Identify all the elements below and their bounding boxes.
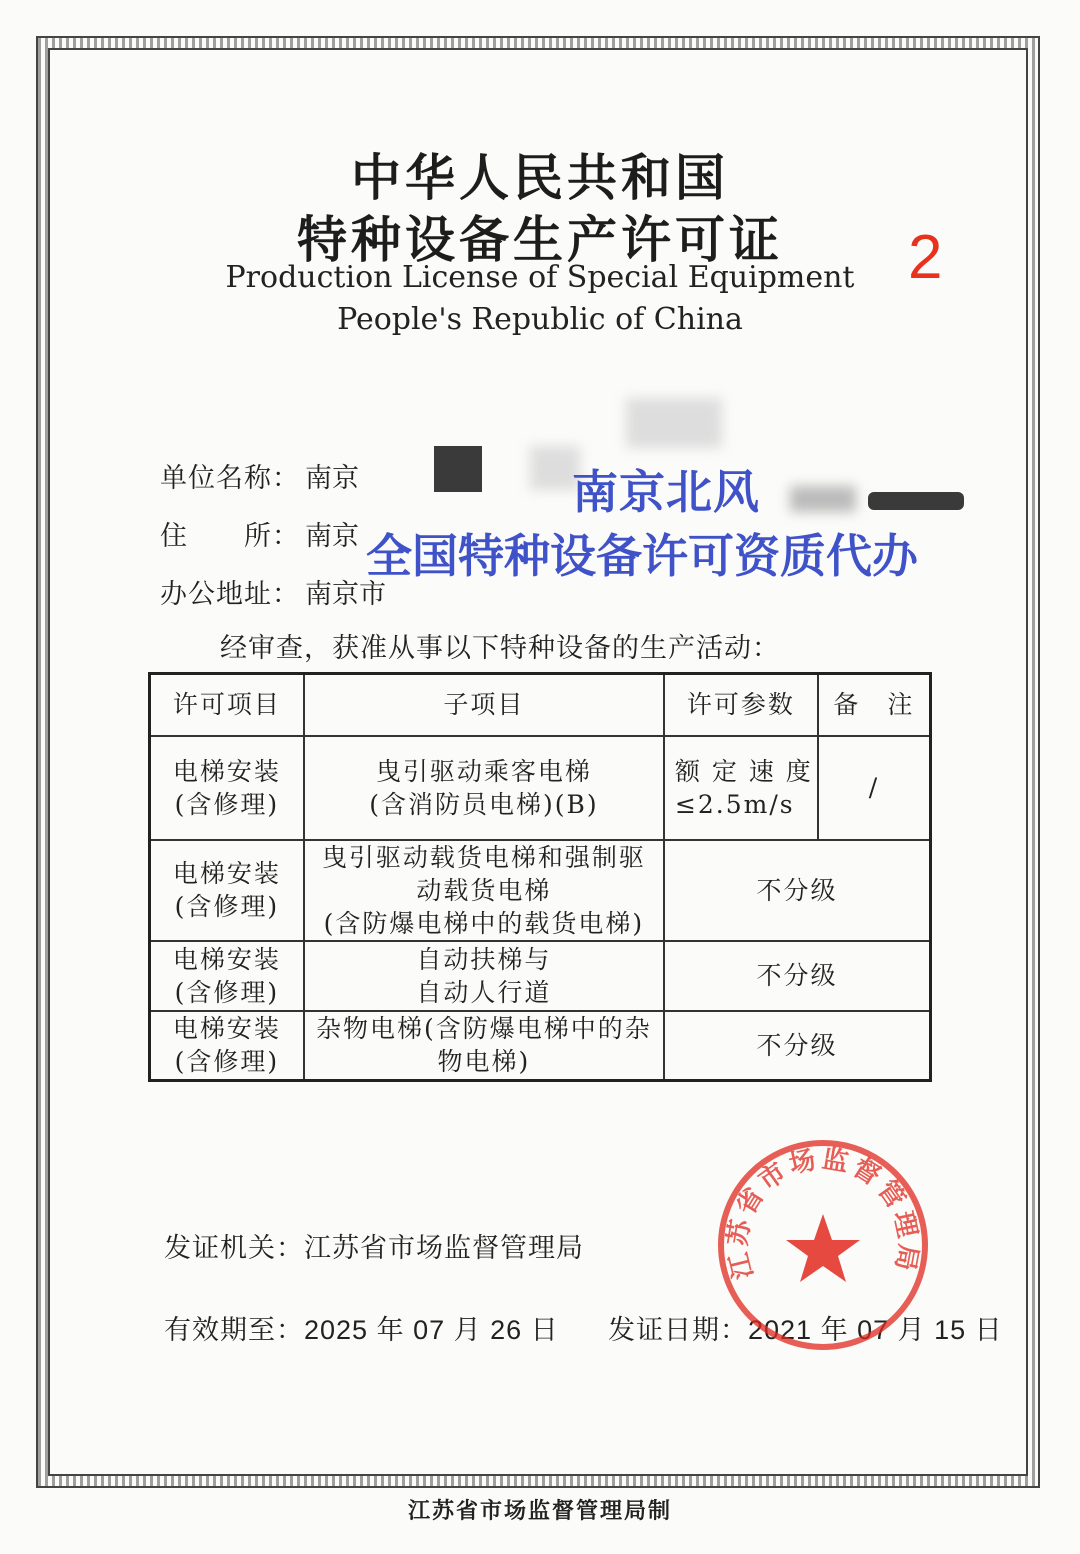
- remark-cell: /: [818, 736, 931, 840]
- item-line: (含修理): [174, 977, 280, 1007]
- office-label: 办公地址：: [160, 579, 300, 610]
- table-row: [150, 736, 931, 840]
- header-cell: 许可项目: [150, 674, 304, 736]
- item-line: (含修理): [174, 1047, 280, 1077]
- sub-line: 自动人行道: [416, 977, 552, 1007]
- header-cell: 子项目: [304, 674, 664, 736]
- star-icon: [786, 1214, 860, 1282]
- sub-line: 曳引驱动乘客电梯: [375, 756, 592, 786]
- issued-label: 发证日期：: [608, 1315, 748, 1346]
- item-cell: [150, 736, 304, 840]
- title-en-line2: People's Republic of China: [337, 302, 743, 337]
- watermark-line2: 全国特种设备许可资质代办: [366, 529, 918, 583]
- valid-value: 2025 年 07 月 26 日: [304, 1315, 559, 1345]
- param-cell: 不分级: [664, 941, 931, 1011]
- table-row: [150, 1011, 931, 1081]
- param-cell: 不分级: [664, 1011, 931, 1081]
- title-cn-line1: 中华人民共和国: [351, 148, 729, 207]
- item-line: (含修理): [174, 892, 280, 921]
- office-row: [160, 572, 386, 611]
- header-cell: 许可参数: [664, 674, 818, 736]
- item-line: 电梯安装: [172, 944, 281, 974]
- item-cell: [150, 840, 304, 941]
- footer-issuer: 江苏省市场监督管理局制: [407, 1499, 672, 1524]
- watermark-line1: 南京北风: [572, 465, 760, 519]
- office-value: 南京市: [305, 579, 386, 610]
- table-row: [150, 941, 931, 1011]
- sub-line: 杂物电梯(含防爆电梯中的杂: [316, 1014, 652, 1044]
- valid-label: 有效期至：: [164, 1315, 304, 1346]
- table-header-row: [150, 674, 931, 736]
- redaction-blur: [626, 398, 722, 448]
- official-seal: [714, 1136, 932, 1354]
- issued-value: 2021 年 07 月 15 日: [748, 1315, 1003, 1345]
- issuer-value: 江苏省市场监督管理局: [304, 1233, 584, 1264]
- address-value: 南京: [305, 521, 359, 552]
- title-en-line1: Production License of Special Equipment: [225, 260, 855, 295]
- item-line: (含修理): [174, 789, 280, 819]
- sub-cell: [304, 941, 664, 1011]
- issuer-label: 发证机关：: [164, 1233, 304, 1264]
- sub-cell: [304, 736, 664, 840]
- seal-text: 江苏省市场监督管理局: [722, 1144, 924, 1282]
- address-row: [160, 514, 359, 553]
- item-cell: [150, 1011, 304, 1081]
- header-cell: 备 注: [818, 674, 931, 736]
- item-line: 电梯安装: [172, 1014, 281, 1044]
- table-row: [150, 840, 931, 941]
- item-line: 电梯安装: [172, 756, 281, 786]
- page-number: 2: [908, 223, 943, 292]
- sub-cell: [304, 1011, 664, 1081]
- sub-line: 动载货电梯: [416, 875, 552, 905]
- intro-text: 经审查，获准从事以下特种设备的生产活动：: [220, 633, 780, 664]
- unit-name-row: [160, 456, 359, 495]
- sub-line: 自动扶梯与: [416, 944, 552, 974]
- param-cell: [664, 736, 818, 840]
- unit-name-label: 单位名称：: [160, 463, 300, 494]
- valid-until-row: [164, 1308, 559, 1347]
- param-line: ≤2.5m/s: [674, 789, 795, 819]
- item-line: 电梯安装: [172, 859, 281, 888]
- unit-name-value: 南京: [305, 463, 359, 494]
- title-cn-line2: 特种设备生产许可证: [297, 210, 783, 269]
- param-line: 额 定 速 度: [674, 756, 813, 786]
- address-label: 住 所：: [160, 521, 300, 552]
- sub-line: 曳引驱动载货电梯和强制驱: [321, 842, 646, 872]
- issuer-row: [164, 1226, 584, 1265]
- item-cell: [150, 941, 304, 1011]
- param-cell: 不分级: [664, 840, 931, 941]
- sub-line: (含消防员电梯)(B): [369, 789, 599, 819]
- redaction-block: [434, 446, 482, 492]
- sub-line: 物电梯): [437, 1047, 531, 1077]
- redaction-block: [868, 492, 964, 510]
- sub-line: (含防爆电梯中的载货电梯): [323, 908, 645, 938]
- license-table: [148, 672, 932, 1082]
- redaction-blur: [790, 486, 856, 512]
- sub-cell: [304, 840, 664, 941]
